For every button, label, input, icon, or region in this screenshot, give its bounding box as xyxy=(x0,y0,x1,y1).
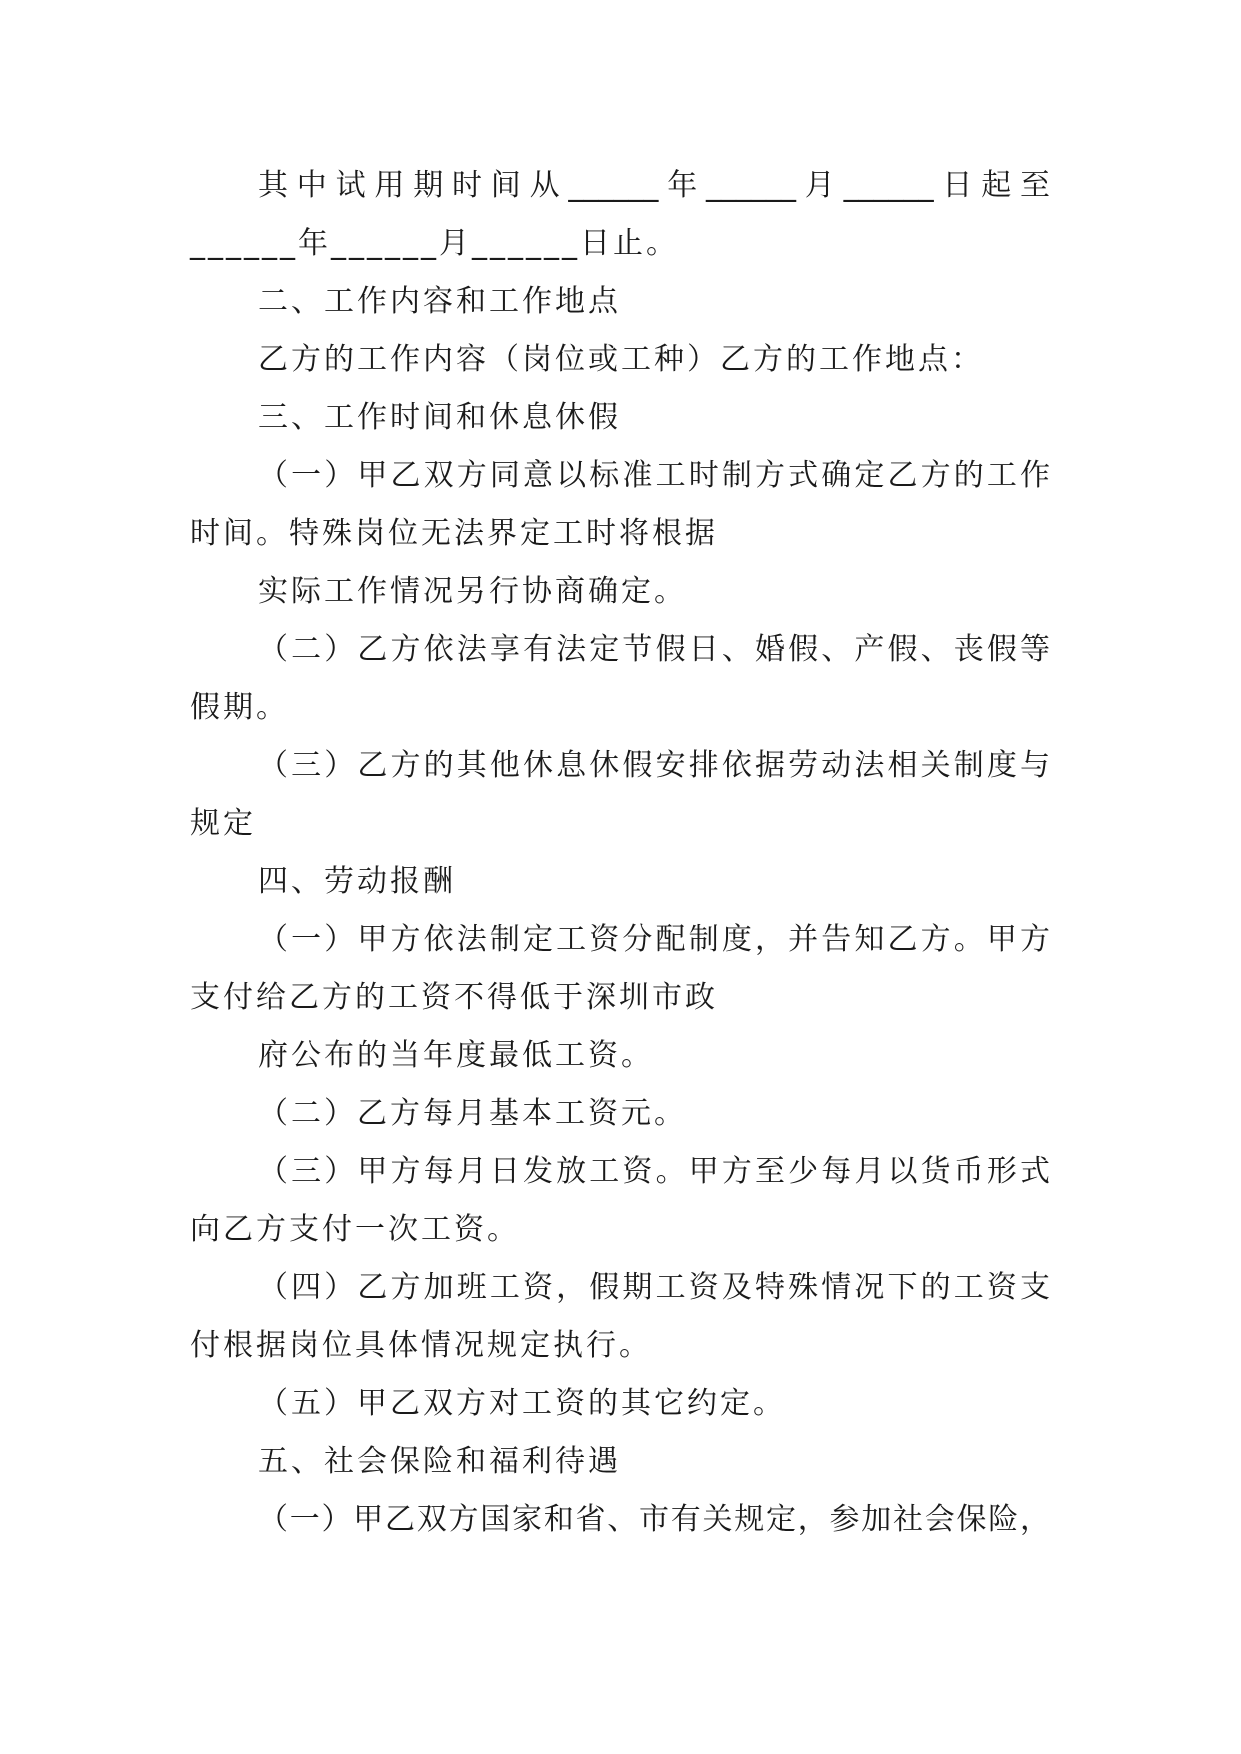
text-line-probation-end: ______年______月______日止。 xyxy=(190,226,679,261)
text-line-probation: 其中试用期时间从______年______月______日起至 xyxy=(258,168,1050,203)
text-line-pay-day-2: 向乙方支付一次工资。 xyxy=(190,1212,520,1247)
text-line-rest-2: 规定 xyxy=(190,806,256,841)
text-line-wage-system-3: 府公布的当年度最低工资。 xyxy=(258,1038,654,1073)
section-heading-social-insurance: 五、社会保险和福利待遇 xyxy=(258,1444,621,1479)
text-line-wage-system-2: 支付给乙方的工资不得低于深圳市政 xyxy=(190,980,718,1015)
text-line-base-wage: （二）乙方每月基本工资元。 xyxy=(258,1096,687,1131)
text-line-work-time-1: （一）甲乙双方同意以标准工时制方式确定乙方的工作 xyxy=(258,458,1050,493)
section-heading-work-time: 三、工作时间和休息休假 xyxy=(258,400,621,435)
text-line-rest-1: （三）乙方的其他休息休假安排依据劳动法相关制度与 xyxy=(258,748,1050,783)
text-line-other-wage: （五）甲乙双方对工资的其它约定。 xyxy=(258,1386,786,1421)
text-line-holidays-2: 假期。 xyxy=(190,690,289,725)
section-heading-remuneration: 四、劳动报酬 xyxy=(258,864,456,899)
text-line-social-insurance: （一）甲乙双方国家和省、市有关规定，参加社会保险， xyxy=(258,1502,1050,1537)
section-heading-work-content: 二、工作内容和工作地点 xyxy=(258,284,621,319)
text-line-wage-system-1: （一）甲方依法制定工资分配制度，并告知乙方。甲方 xyxy=(258,922,1050,957)
text-line-overtime-2: 付根据岗位具体情况规定执行。 xyxy=(190,1328,652,1363)
text-line-overtime-1: （四）乙方加班工资，假期工资及特殊情况下的工资支 xyxy=(258,1270,1050,1305)
text-line-work-time-2: 时间。特殊岗位无法界定工时将根据 xyxy=(190,516,718,551)
text-line-work-content: 乙方的工作内容（岗位或工种）乙方的工作地点： xyxy=(258,342,984,377)
text-line-pay-day-1: （三）甲方每月日发放工资。甲方至少每月以货币形式 xyxy=(258,1154,1050,1189)
text-line-work-time-3: 实际工作情况另行协商确定。 xyxy=(258,574,687,609)
text-line-holidays-1: （二）乙方依法享有法定节假日、婚假、产假、丧假等 xyxy=(258,632,1050,667)
